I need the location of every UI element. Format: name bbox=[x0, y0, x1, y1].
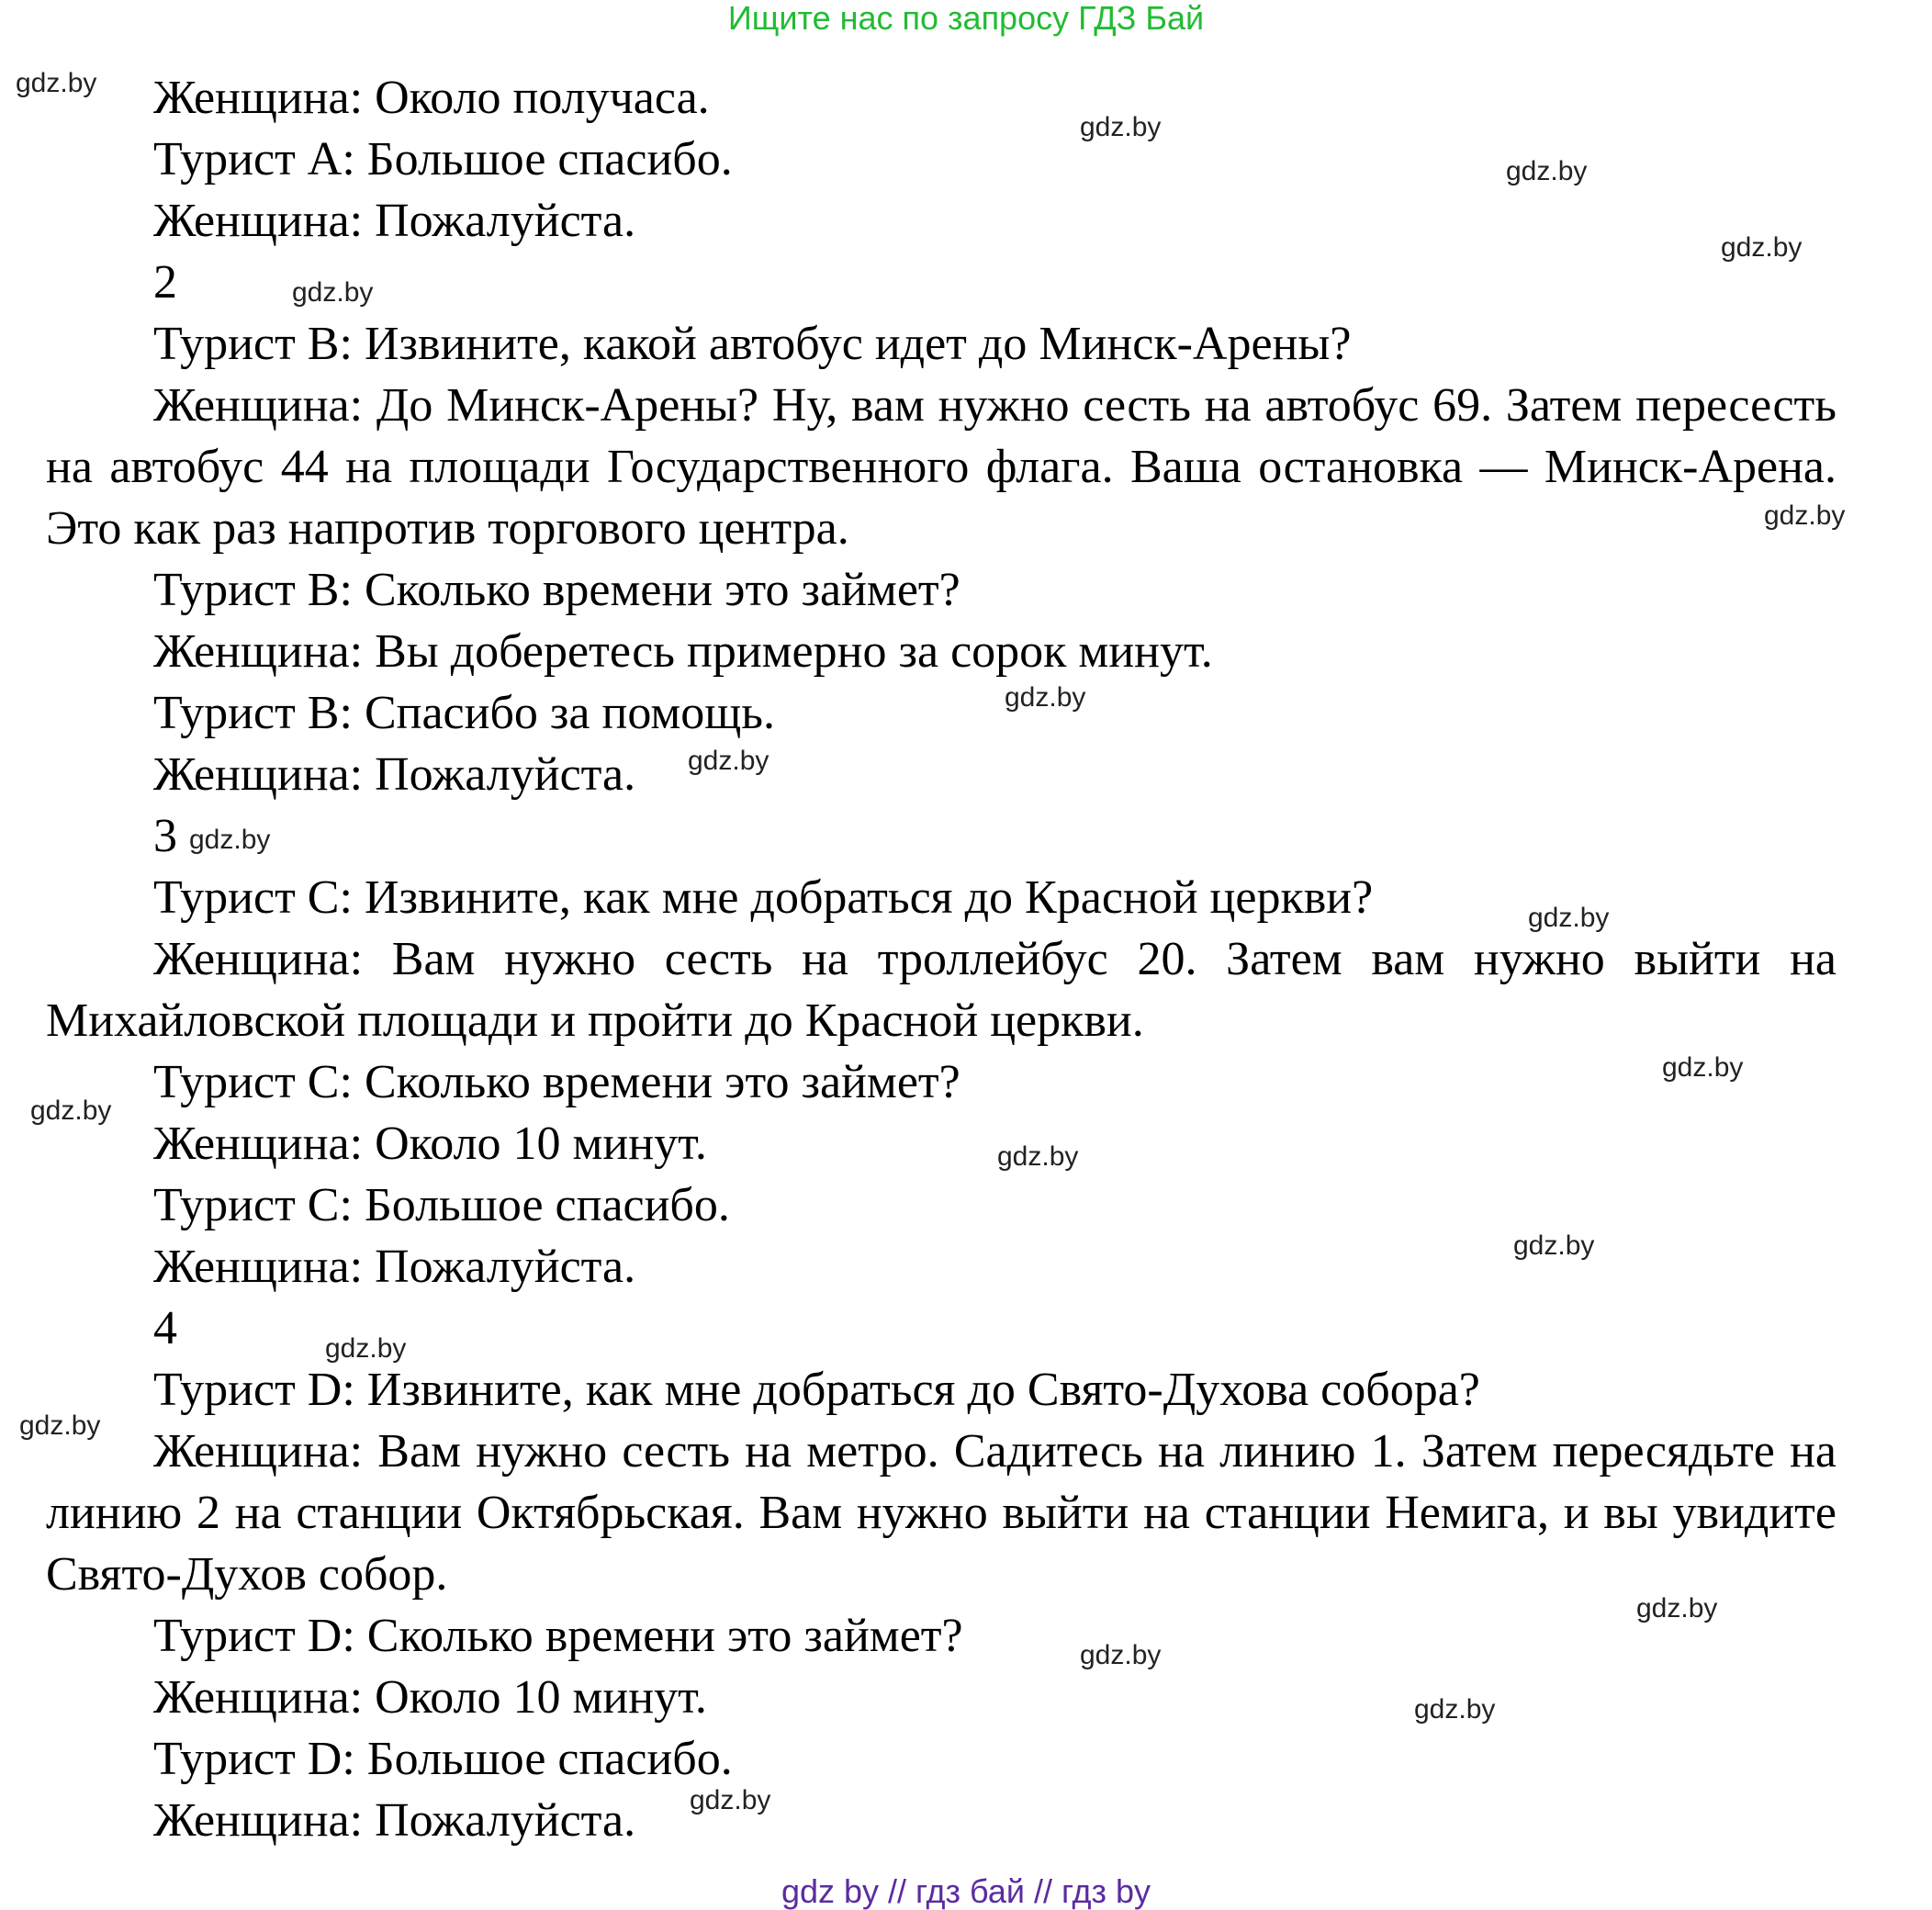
watermark: gdz.by bbox=[688, 746, 769, 776]
page-header-banner: Ищите нас по запросу ГДЗ Бай bbox=[727, 0, 1205, 37]
watermark: gdz.by bbox=[1528, 903, 1610, 933]
dialogue-number: 4 bbox=[153, 1302, 177, 1354]
watermark: gdz.by bbox=[1080, 112, 1162, 142]
watermark: gdz.by bbox=[1506, 156, 1588, 186]
dialogue-line: Турист С: Большое спасибо. bbox=[153, 1179, 730, 1231]
watermark: gdz.by bbox=[1721, 232, 1803, 263]
watermark: gdz.by bbox=[189, 825, 271, 855]
watermark: gdz.by bbox=[997, 1141, 1079, 1172]
watermark: gdz.by bbox=[19, 1410, 101, 1441]
dialogue-line: Женщина: Пожалуйста. bbox=[153, 1241, 636, 1293]
dialogue-line: Турист С: Извините, как мне добраться до Красной церкви? bbox=[153, 871, 1374, 924]
dialogue-line: Турист D: Извините, как мне добраться до Свято-Духова собора? bbox=[153, 1364, 1480, 1416]
watermark: gdz.by bbox=[292, 277, 374, 308]
dialogue-line: Женщина: Вам нужно сесть на троллейбус 20. Затем вам нужно выйти на Михайловской площади и пройти до Красной церкви. bbox=[46, 933, 1837, 1047]
dialogue-number: 3 bbox=[153, 810, 177, 862]
watermark: gdz.by bbox=[1414, 1694, 1496, 1725]
dialogue-line: Женщина: Пожалуйста. bbox=[153, 748, 636, 801]
dialogue-line: Женщина: Пожалуйста. bbox=[153, 1794, 636, 1847]
watermark: gdz.by bbox=[1513, 1230, 1595, 1261]
watermark: gdz.by bbox=[30, 1095, 112, 1126]
dialogue-line: Турист А: Большое спасибо. bbox=[153, 133, 733, 185]
dialogue-line: Турист В: Извините, какой автобус идет до Минск-Арены? bbox=[153, 318, 1352, 370]
dialogue-line: Женщина: До Минск-Арены? Ну, вам нужно сесть на автобус 69. Затем пересесть на автобус 44 на площади Государственного флага. Ваша остановка — Минск-Арена. Это как раз напротив торгового центра. bbox=[46, 379, 1837, 555]
dialogue-line: Женщина: Пожалуйста. bbox=[153, 195, 636, 247]
dialogue-line: Женщина: Вы доберетесь примерно за сорок минут. bbox=[153, 625, 1213, 678]
watermark: gdz.by bbox=[1080, 1640, 1162, 1670]
dialogue-line: Турист В: Спасибо за помощь. bbox=[153, 687, 776, 739]
dialogue-line: Женщина: Вам нужно сесть на метро. Садитесь на линию 1. Затем пересядьте на линию 2 на станции Октябрьская. Вам нужно выйти на станции Немига, и вы увидите Свято-Духов собор. bbox=[46, 1425, 1837, 1601]
watermark: gdz.by bbox=[1662, 1052, 1744, 1083]
dialogue-number: 2 bbox=[153, 256, 177, 309]
watermark: gdz.by bbox=[1764, 500, 1846, 531]
watermark: gdz.by bbox=[1636, 1593, 1718, 1624]
dialogue-line: Турист С: Сколько времени это займет? bbox=[153, 1056, 960, 1108]
dialogue-line: Женщина: Около получаса. bbox=[153, 72, 710, 124]
dialogue-line: Турист В: Сколько времени это займет? bbox=[153, 564, 960, 616]
dialogue-line: Турист D: Большое спасибо. bbox=[153, 1733, 733, 1785]
watermark: gdz.by bbox=[16, 68, 97, 98]
watermark: gdz.by bbox=[325, 1333, 407, 1364]
dialogue-line: Женщина: Около 10 минут. bbox=[153, 1671, 707, 1724]
dialogue-line: Женщина: Около 10 минут. bbox=[153, 1118, 707, 1170]
watermark: gdz.by bbox=[690, 1785, 771, 1815]
watermark: gdz.by bbox=[1005, 682, 1086, 713]
dialogue-document bbox=[46, 67, 1837, 1851]
dialogue-line: Турист D: Сколько времени это займет? bbox=[153, 1610, 963, 1662]
page-footer-banner: gdz by // гдз бай // гдз by bbox=[781, 1872, 1151, 1910]
